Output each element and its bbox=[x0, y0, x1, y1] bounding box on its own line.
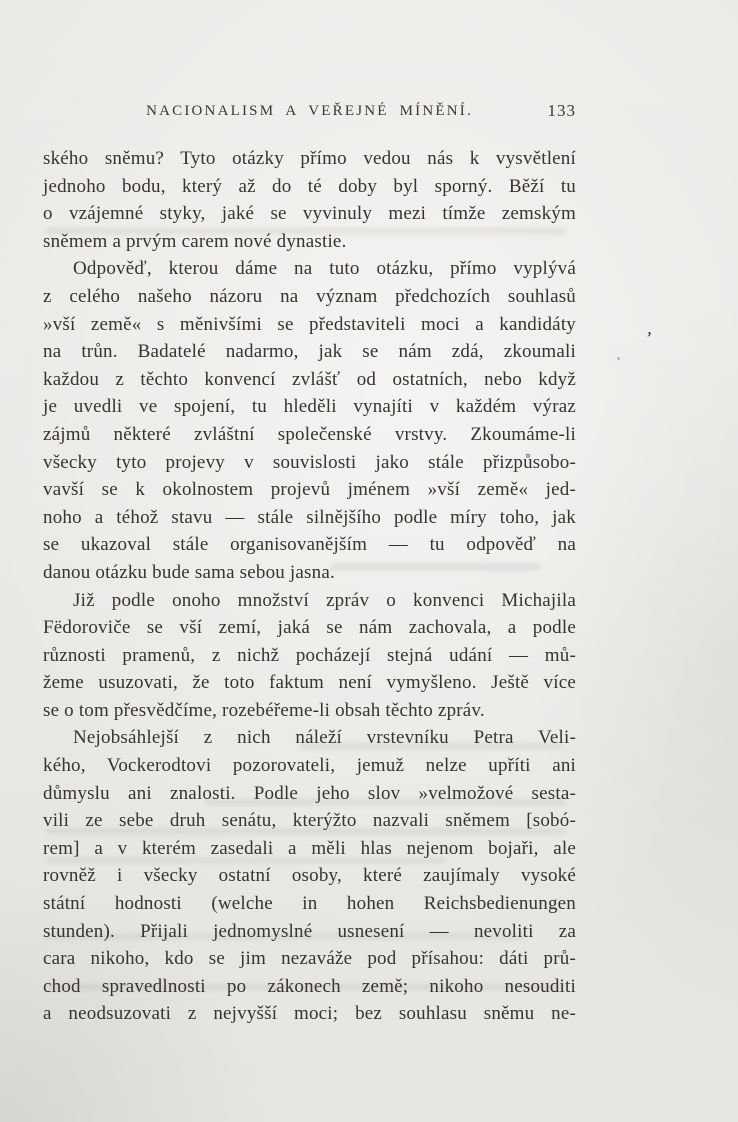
body-text bbox=[43, 145, 576, 1028]
text-line: na trůn. Badatelé nadarmo, jak se nám zdá, zkoumali bbox=[43, 341, 576, 363]
text-line: vavší se k okolnostem projevů jménem »vší země« jed- bbox=[43, 479, 576, 501]
text-line: »vší země« s měnivšími se představiteli moci a kandidáty bbox=[43, 313, 576, 335]
text-line: o vzájemné styky, jaké se vyvinuly mezi tímže zemským bbox=[43, 203, 576, 225]
text-line: všecky tyto projevy v souvislosti jako stále přizpůsobo- bbox=[43, 451, 576, 473]
running-title: NACIONALISM A VEŘEJNÉ MÍNĚNÍ. bbox=[146, 103, 473, 119]
text-line: sněmem a prvým carem nové dynastie. bbox=[43, 230, 347, 252]
paragraph bbox=[43, 255, 576, 586]
text-line: různosti pramenů, z nichž pocházejí stejná udání — mů- bbox=[43, 644, 576, 666]
text-line: je uvedli ve spojení, tu hleděli vynajíti v každém výraz bbox=[43, 396, 576, 418]
paragraph bbox=[43, 587, 576, 725]
ink-speck bbox=[617, 357, 620, 360]
text-line: žeme usuzovati, že toto faktum není vymyšleno. Ještě více bbox=[43, 672, 576, 694]
text-line: Fëdoroviče se vší zemí, jaká se nám zachovala, a podle bbox=[43, 617, 576, 639]
text-line: Odpověď, kterou dáme na tuto otázku, přímo vyplývá bbox=[73, 258, 576, 280]
text-line: cara nikoho, kdo se jim nezaváže pod přísahou: dáti prů- bbox=[43, 948, 576, 970]
paragraph bbox=[43, 145, 576, 255]
text-line: danou otázku bude sama sebou jasna. bbox=[43, 561, 335, 583]
text-line: vili ze sebe druh senátu, kterýžto nazvali sněmem [sobó- bbox=[43, 810, 576, 832]
text-line: zájmů některé zvláštní společenské vrstvy. Zkoumáme-li bbox=[43, 423, 576, 445]
text-line: Nejobsáhlejší z nich náleží vrstevníku Petra Veli- bbox=[73, 727, 576, 749]
text-line: se o tom přesvědčíme, rozebéřeme-li obsah těchto zpráv. bbox=[43, 699, 485, 721]
text-line: rovněž i všecky ostatní osoby, které zaujímaly vysoké bbox=[43, 865, 576, 887]
text-line: kého, Vockerodtovi pozorovateli, jemuž nelze upříti ani bbox=[43, 755, 576, 777]
text-line: státní hodnosti (welche in hohen Reichsbedienungen bbox=[43, 893, 576, 915]
text-line: noho a téhož stavu — stále silnějšího podle míry toho, jak bbox=[43, 506, 576, 528]
page-header bbox=[43, 103, 576, 125]
text-line: ského sněmu? Tyto otázky přímo vedou nás k vysvětlení bbox=[43, 148, 576, 169]
text-line: se ukazoval stále organisovanějším — tu odpověď na bbox=[43, 534, 576, 556]
ink-speck-mark: , bbox=[646, 317, 654, 339]
text-line: z celého našeho názoru na význam předchozích souhlasů bbox=[43, 285, 576, 307]
page-number: 133 bbox=[547, 101, 576, 120]
text-line: důmyslu ani znalosti. Podle jeho slov »velmožové sesta- bbox=[43, 782, 576, 804]
paragraph bbox=[43, 724, 576, 1028]
text-line: Již podle onoho množství zpráv o konvenci Michajila bbox=[73, 589, 576, 611]
text-line: každou z těchto konvencí zvlášť od ostatních, nebo když bbox=[43, 368, 576, 390]
text-line: a neodsuzovati z nejvyšší moci; bez souhlasu sněmu ne- bbox=[43, 1003, 576, 1025]
text-line: jednoho bodu, který až do té doby byl sporný. Běží tu bbox=[43, 175, 576, 197]
text-line: chod spravedlnosti po zákonech země; nikoho nesouditi bbox=[43, 975, 576, 997]
text-line: stunden). Přijali jednomyslné usnesení — nevoliti za bbox=[43, 920, 576, 942]
text-line: rem] a v kterém zasedali a měli hlas nejenom bojaři, ale bbox=[43, 837, 576, 859]
